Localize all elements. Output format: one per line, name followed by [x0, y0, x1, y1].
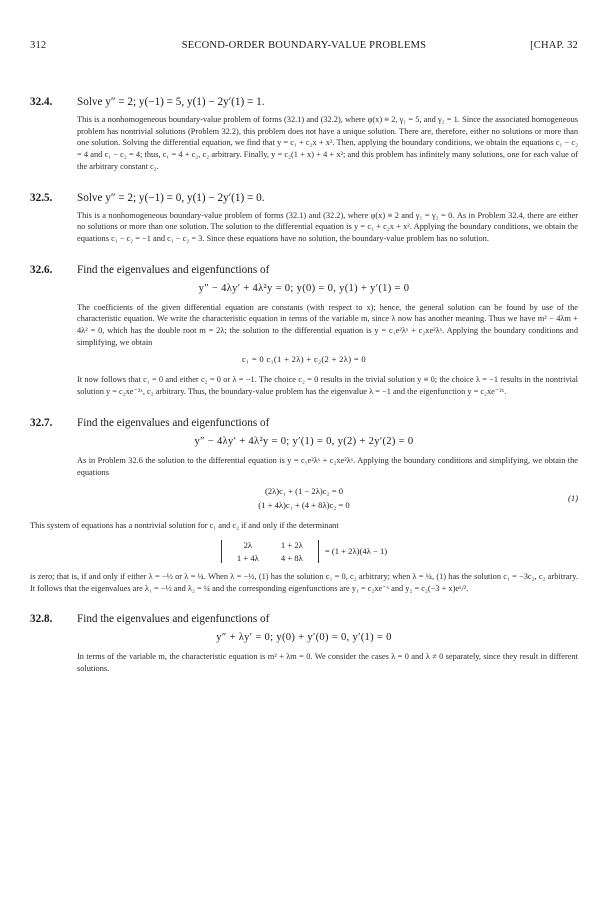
determinant-value: = (1 + 2λ)(4λ − 1)	[324, 546, 388, 557]
page-body	[30, 95, 578, 693]
solution-text: As in Problem 32.6 the solution to the differential equation is y = c₁e²λˣ + c₂xe²λˣ. Applying the boundary conditions and simplifying, we obtain the equations	[77, 455, 578, 477]
problem-statement	[30, 612, 578, 627]
matrix-entry: 1 + 2λ	[280, 539, 303, 550]
problem-text: Solve y″ = 2; y(−1) = 0, y(1) − 2y′(1) = 0.	[77, 191, 265, 204]
problem-statement	[30, 416, 578, 431]
display-equation: y″ − 4λy′ + 4λ²y = 0; y(0) = 0, y(1) + y′(1) = 0	[198, 282, 410, 294]
equation-system	[30, 484, 578, 512]
problem-32-4	[30, 95, 578, 173]
problem-statement	[30, 95, 578, 110]
problem-text: Find the eigenvalues and eigenfunctions of	[77, 263, 270, 276]
problem-32-5	[30, 191, 578, 245]
running-title: SECOND-ORDER BOUNDARY-VALUE PROBLEMS	[181, 40, 427, 51]
problem-text: Find the eigenvalues and eigenfunctions of	[77, 416, 270, 429]
matrix-entry: 1 + 4λ	[236, 552, 259, 563]
problem-text: Find the eigenvalues and eigenfunctions of	[77, 613, 270, 626]
display-equation: y″ − 4λy′ + 4λ²y = 0; y′(1) = 0, y(2) + 2y′(2) = 0	[194, 435, 414, 447]
solution-text: It now follows that c₁ = 0 and either c₂ = 0 or λ = −1. The choice c₂ = 0 results in the trivial solution y ≡ 0; the choice λ = −1 results in the nontrivial solution y = c₂xe⁻²ˣ, c₂ arbitrary. Thus, the boundary-value problem has the eigenvalue λ = −1 and the eigenfunction y = c₂xe⁻²ˣ.	[77, 375, 578, 397]
equation-tag: (1)	[567, 493, 578, 504]
determinant	[30, 540, 578, 563]
solution-text: The coefficients of the given differential equation are constants (with respect to x); hence, the general solution can be found by use of the characteristic equation. We write the characteristic equation in terms of the variable m, since λ now has another meaning. Thus we have m² − 4λm + 4λ² = 0, which has the double root m = 2λ; the solution to the differential equation is y = c₁e²λˣ + c₂xe²λˣ. Applying the boundary conditions and simplifying, we obtain	[77, 302, 578, 347]
determinant-matrix	[221, 540, 319, 563]
solution-text: is zero; that is, if and only if either λ = −½ or λ = ¼. When λ = −½, (1) has the solution c₁ = 0, c₂ arbitrary; when λ = ¼, (1) has the solution c₁ = −3c₂, c₂ arbitrary. It follows that the eigenvalues are λ₁ = −½ and λ₂ = ¼ and the corresponding eigenfunctions are y₁ = c₂xe⁻ˣ and y₂ = c₂(−3 + x)eˣ/².	[30, 571, 578, 593]
solution-text: This is a nonhomogeneous boundary-value problem of forms (32.1) and (32.2), where φ(x) ≡ 2 and γ₁ = γ₂ = 0. As in Problem 32.4, there are either no solutions or more than one solution. The solution to the differential equation is y = c₁ + c₂x + x². Applying the boundary conditions, we obtain the equations c₁ − c₂ = −1 and c₁ − c₂ = 3. Since these equations have no solution, the boundary-value problem has no solution.	[77, 210, 578, 243]
problem-number: 32.6.	[30, 263, 53, 276]
solution-text: This is a nonhomogeneous boundary-value problem of forms (32.1) and (32.2), where φ(x) ≡ 2, γ₁ = 5, and γ₂ = 1. Since the associated homogeneous problem has nontrivial solutions (Problem 32.2), this problem does not have a unique solution. There are, therefore, either no solutions or more than one solution. Solving the differential equation, we find that y = c₁ + c₂x + x². Then, applying the boundary conditions, we obtain the equations c₁ − c₂ = 4 and c₁ − c₂ = 4; thus, c₁ = 4 + c₂, c₂ arbitrary. Finally, y = c₂(1 + x) + 4 + x²; and this problem has infinitely many solutions, one for each value of the arbitrary constant c₂.	[77, 115, 578, 171]
problem-statement	[30, 191, 578, 206]
problem-number: 32.8.	[30, 613, 53, 626]
display-equation: y″ + λy′ = 0; y(0) + y′(0) = 0, y′(1) = 0	[216, 632, 392, 644]
running-header	[30, 40, 578, 56]
system-equation: (2λ)c₁ + (1 − 2λ)c₂ = 0	[264, 486, 344, 497]
problem-32-6	[30, 263, 578, 398]
problem-number: 32.4.	[30, 96, 53, 108]
display-equation: c₁ = 0 c₁(1 + 2λ) + c₂(2 + 2λ) = 0	[241, 354, 367, 365]
matrix-entry: 2λ	[243, 539, 253, 550]
matrix-entry: 4 + 8λ	[280, 552, 303, 563]
solution-text: This system of equations has a nontrivial solution for c₁ and c₂ if and only if the determinant	[30, 521, 339, 531]
system-equation: (1 + 4λ)c₁ + (4 + 8λ)c₂ = 0	[258, 500, 350, 511]
solution-text: In terms of the variable m, the characteristic equation is m² + λm = 0. We consider the cases λ = 0 and λ ≠ 0 separately, since they result in different solutions.	[77, 652, 578, 674]
page-number: 312	[30, 40, 47, 51]
problem-text: Solve y″ = 2; y(−1) = 5, y(1) − 2y′(1) = 1.	[77, 96, 265, 108]
problem-32-7	[30, 416, 578, 595]
chapter-label: [CHAP. 32	[530, 40, 578, 51]
problem-number: 32.7.	[30, 416, 53, 429]
problem-statement	[30, 263, 578, 278]
problem-number: 32.5.	[30, 191, 53, 204]
problem-32-8	[30, 612, 578, 674]
